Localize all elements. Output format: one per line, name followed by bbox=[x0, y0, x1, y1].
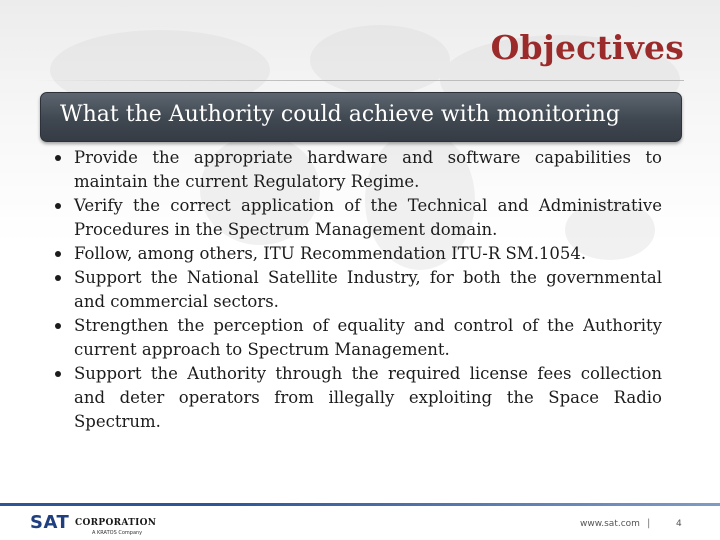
footer-divider bbox=[0, 503, 720, 506]
sat-corporation-logo bbox=[30, 512, 157, 538]
banner-text: What the Authority could achieve with monitoring bbox=[60, 102, 620, 127]
bullet-text: Provide the appropriate hardware and software capabilities to maintain the current Regulatory Regime. bbox=[74, 148, 662, 191]
bullet-icon bbox=[55, 155, 61, 161]
section-banner bbox=[40, 92, 682, 142]
logo-sat-text: SAT bbox=[30, 512, 70, 533]
footer-url: www.sat.com bbox=[580, 519, 640, 529]
list-item bbox=[40, 242, 662, 266]
logo-corporation-text: CORPORATION bbox=[75, 518, 157, 528]
footer-separator: | bbox=[647, 518, 651, 529]
bullet-text: Verify the correct application of the Technical and Administrative Procedures in the Spectrum Management domain. bbox=[74, 196, 662, 239]
bullet-icon bbox=[55, 251, 61, 257]
list-item bbox=[40, 362, 662, 434]
bullet-list bbox=[40, 146, 662, 434]
list-item bbox=[40, 194, 662, 242]
page-number: 4 bbox=[676, 519, 682, 529]
bullet-text: Strengthen the perception of equality and control of the Authority current approach to Spectrum Management. bbox=[74, 316, 662, 359]
bullet-text: Support the National Satellite Industry, for both the governmental and commercial sectors. bbox=[74, 268, 662, 311]
bullet-icon bbox=[55, 203, 61, 209]
list-item bbox=[40, 314, 662, 362]
bullet-icon bbox=[55, 275, 61, 281]
title-divider bbox=[36, 80, 684, 81]
bullet-text: Follow, among others, ITU Recommendation ITU-R SM.1054. bbox=[74, 244, 587, 263]
list-item bbox=[40, 146, 662, 194]
logo-subtitle: A KRATOS Company bbox=[92, 530, 143, 536]
bullet-icon bbox=[55, 371, 61, 377]
bullet-icon bbox=[55, 323, 61, 329]
page-title: Objectives bbox=[490, 28, 684, 67]
bullet-text: Support the Authority through the required license fees collection and deter operators from illegally exploiting the Space Radio Spectrum. bbox=[74, 364, 662, 431]
list-item bbox=[40, 266, 662, 314]
